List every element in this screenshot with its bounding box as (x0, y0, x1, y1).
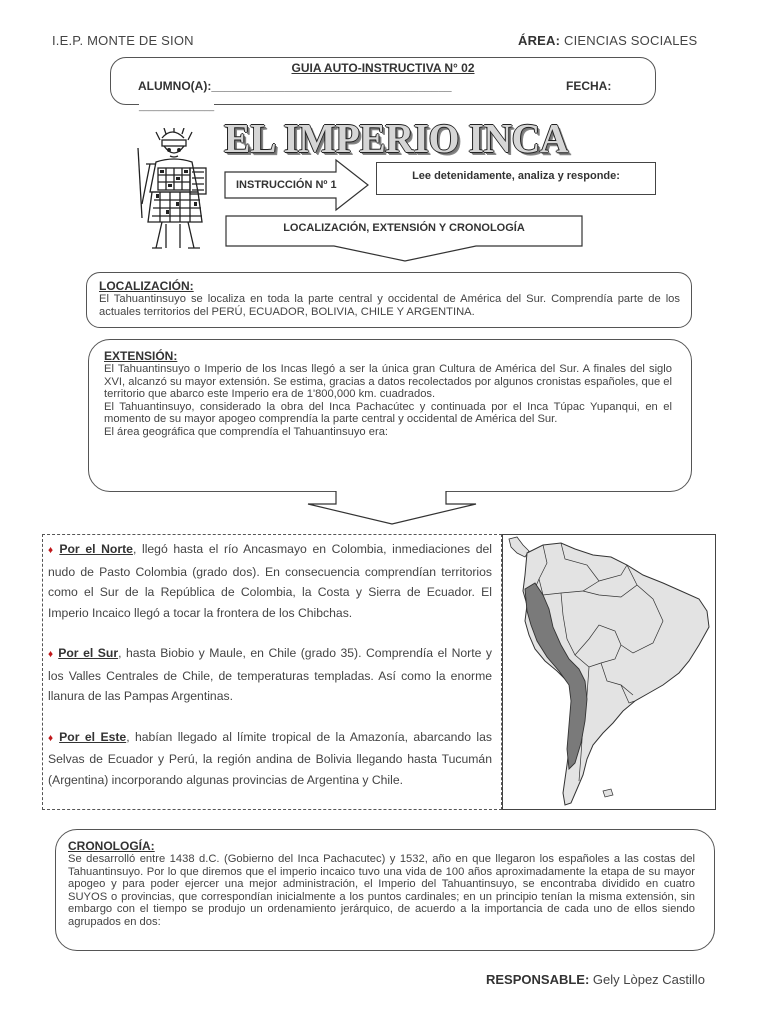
instruction-text: Lee detenidamente, analiza y responde: (412, 170, 620, 182)
instruction-text-box (376, 162, 656, 195)
extension-paragraph-3: El área geográfica que comprendía el Tahuantinsuyo era: (104, 425, 389, 438)
list-item (48, 539, 492, 623)
limit-keyword: Por el Este (59, 729, 127, 744)
date-line: _______________ (139, 101, 215, 111)
limit-text: , hasta Biobio y Maule, en Chile (grado 35). Comprendía el Norte y los Valles Centrales de Chile, de temperaturas templadas. Así como la enorme llanura de las Pampas Argentinas. (48, 646, 492, 703)
diamond-bullet-icon: ♦ (48, 732, 56, 744)
instruction-label: INSTRUCCIÓN Nº 1 (236, 179, 337, 191)
down-arrow-shape (306, 490, 478, 526)
topic-title: LOCALIZACIÓN, EXTENSIÓN Y CRONOLOGÍA (283, 222, 525, 234)
school-name: I.E.P. MONTE DE SION (52, 33, 194, 48)
area-value: CIENCIAS SOCIALES (563, 33, 698, 48)
cronologia-title: CRONOLOGÍA: (68, 839, 155, 853)
limit-keyword: Por el Norte (59, 542, 133, 556)
main-title: EL IMPERIO INCA (224, 115, 569, 161)
list-item (48, 727, 492, 791)
diamond-bullet-icon: ♦ (48, 649, 55, 660)
responsable-label: RESPONSABLE: (486, 972, 590, 987)
area-label: ÁREA: (518, 33, 561, 48)
localizacion-title: LOCALIZACIÓN: (99, 279, 194, 293)
cronologia-body: Se desarrolló entre 1438 d.C. (Gobierno del Inca Pachacutec) y 1532, año en que llegaron los españoles a las costas del Tahuantinsuyo. Por lo que diremos que el imperio incaico tuvo una vida de 100 años aproximadamente la etapa de su mayor apogeo y para poder ejercer una mejor administración, el Imperio del Tahuantinsuyo, se encontraba dividido en cuatro SUYOS o provincias, que correspondían inicialmente a los puntos cardinales; en un principio tenían la misma extensión, sin embargo con el tiempo se produjo un ordenamiento jerárquico, de acuerdo a la importancia de cada uno de ellos siendo agrupados en dos: (68, 853, 695, 928)
extension-paragraph-2: El Tahuantinsuyo, considerado la obra del Inca Pachacútec y continuada por el Inca Túpac Yupanqui, en el momento de su mayor apogeo comprendía la parte central y occidental de América del Sur. (104, 400, 672, 426)
student-label: ALUMNO(A):____________________________________ (138, 79, 452, 93)
localizacion-body: El Tahuantinsuyo se localiza en toda la parte central y occidental de América del Sur. Comprendía parte de los actuales territorios del PERÚ, ECUADOR, BOLIVIA, CHILE Y ARGENTINA. (99, 293, 680, 318)
extension-paragraph-1: El Tahuantinsuyo o Imperio de los Incas llegó a ser la única gran Cultura de América del Sur. A finales del siglo XVI, alcanzó su mayor extensión. Se estima, gracias a datos recolectados por algunos cronistas españoles, que el territorio que abarco este Imperio era de 1'800,000 km. cuadrados. (104, 363, 672, 401)
south-america-map (502, 534, 716, 810)
diamond-bullet-icon: ♦ (48, 545, 56, 556)
list-item (48, 643, 492, 707)
extension-body (104, 363, 672, 439)
inca-figure-illustration (132, 128, 220, 264)
limit-text: , habían llegado al límite tropical de la Amazonía, abarcando las Selvas de Ecuador y Perú, la región andina de Bolivia llegando hasta Tucumán (Argentina) incorporando algunas provincias de Argentina y Chile. (48, 729, 493, 787)
guide-title: GUIA AUTO-INSTRUCTIVA N° 02 (291, 61, 475, 75)
area-header (518, 33, 697, 48)
limit-keyword: Por el Sur (58, 646, 119, 660)
responsable-name: Gely Lòpez Castillo (592, 972, 705, 987)
extension-title: EXTENSIÓN: (104, 349, 178, 363)
south-america-map-image (503, 535, 715, 809)
date-label: FECHA: (566, 79, 612, 93)
limits-list (48, 539, 492, 790)
footer-responsable (486, 972, 705, 987)
limit-text: , llegó hasta el río Ancasmayo en Colombia, inmediaciones del nudo de Pasto Colombia (grado dos). En consecuencia comprendían territorios como el Sur de la República de Colombia, la Costa y Sierra de Ecuador. El Imperio Incaico llegó a tocar la frontera de los Chibchas. (48, 542, 492, 620)
